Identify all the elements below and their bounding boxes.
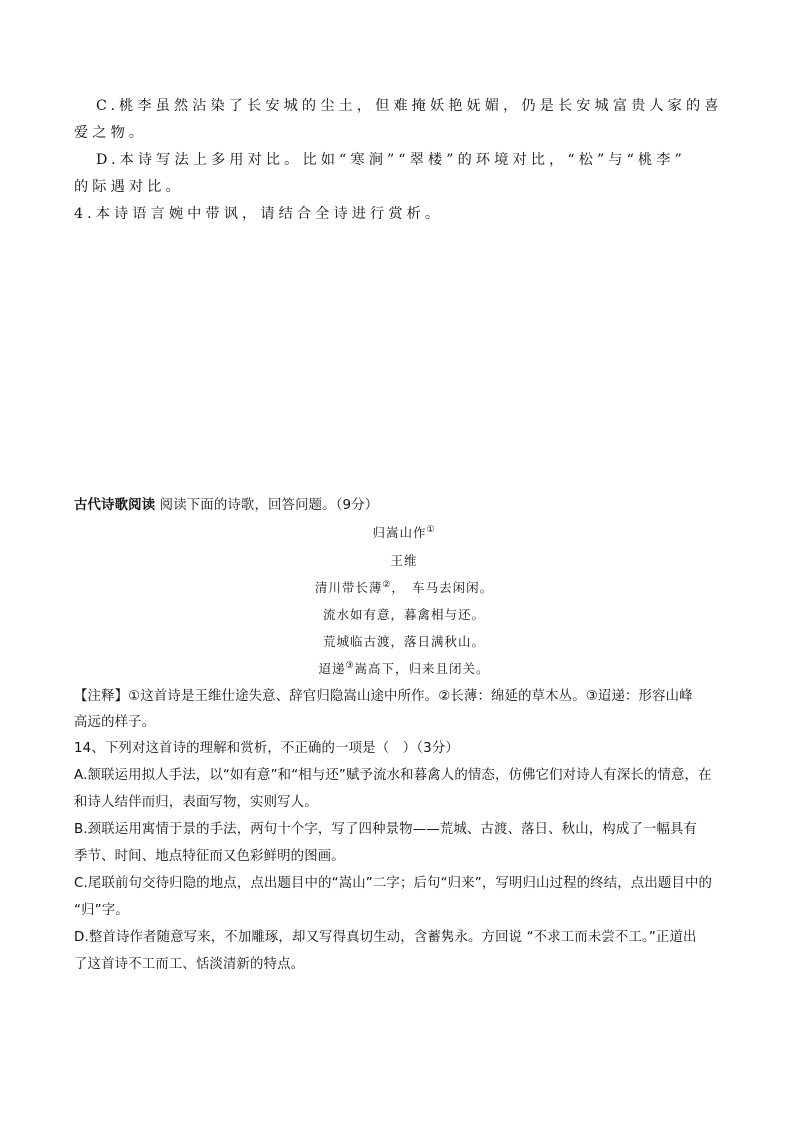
option-d-line1: D.本诗写法上多用对比。比如“寒涧”“翠楼”的环境对比，“松”与“桃李” xyxy=(96,152,686,168)
option-c-line1: C.桃李虽然沾染了长安城的尘土，但难掩妖艳妩媚，仍是长安城富贵人家的喜 xyxy=(96,98,723,114)
poem-line-1 xyxy=(74,577,734,599)
poem-author: 王维 xyxy=(390,553,418,568)
poem-line-3: 荒城临古渡，落日满秋山。 xyxy=(322,634,485,649)
poem-line-4 xyxy=(74,658,734,680)
poem-line-4-note: ③ xyxy=(345,660,355,671)
poem-line-4-b: 嵩高下，归来且闭关。 xyxy=(354,661,490,676)
q14-option-c-line1: C.尾联前句交待归隐的地点，点出题目中的“嵩山”二字；后句“归来”，写明归山过程的终结，点出题目中的 xyxy=(74,876,713,891)
poem-title-note: ① xyxy=(426,524,436,535)
poem-line-2: 流水如有意，暮禽相与还。 xyxy=(322,607,485,622)
q14-option-b-line2: 季节、时间、地点特征而又色彩鲜明的图画。 xyxy=(74,849,345,864)
section-label: 古代诗歌阅读 xyxy=(74,498,156,513)
notes-line2: 高远的样子。 xyxy=(74,715,156,730)
poem-line-1-a: 清川带长薄 xyxy=(314,580,383,595)
option-d-line2: 的际遇对比。 xyxy=(74,179,184,195)
q14-option-d-line1: D.整首诗作者随意写来，不加雕琢，却又写得真切生动，含蓄隽永。方回说 “不求工而未尝不工。”正道出 xyxy=(74,930,697,945)
notes-line1: 【注释】①这首诗是王维仕途失意、辞官归隐嵩山途中所作。②长薄：绵延的草木丛。③迢递：形容山峰 xyxy=(74,689,693,704)
option-c-line2: 爱之物。 xyxy=(74,125,148,141)
q14-option-b-line1: B.颈联运用寓情于景的手法，两句十个字，写了四种景物——荒城、古渡、落日、秋山，构成了一幅具有 xyxy=(74,822,698,837)
poem-title xyxy=(74,522,734,544)
poem-line-1-note: ② xyxy=(382,579,392,590)
q14-option-a-line2: 和诗人结伴而归，表面写物，实则写人。 xyxy=(74,795,318,810)
poem-line-1-b: ， 车马去闲闲。 xyxy=(391,580,494,595)
q14-option-d-line2: 了这首诗不工而工、恬淡清新的特点。 xyxy=(74,957,305,972)
q14-option-a-line1: A.颔联运用拟人手法，以“如有意”和“相与还”赋予流水和暮禽人的情态，仿佛它们对诗人有深长的情意，在 xyxy=(74,768,712,783)
section-heading xyxy=(74,495,734,517)
q14-option-c-line2: “归”字。 xyxy=(74,903,129,918)
poem-line-4-a: 迢递 xyxy=(318,661,346,676)
poem-title-text: 归嵩山作 xyxy=(372,525,427,540)
question-14: 14、下列对这首诗的理解和赏析，不正确的一项是（ ）（3分） xyxy=(74,741,459,756)
question-4: 4.本诗语言婉中带讽，请结合全诗进行赏析。 xyxy=(74,206,444,222)
section-instruction: 阅读下面的诗歌，回答问题。（9分） xyxy=(159,498,379,513)
